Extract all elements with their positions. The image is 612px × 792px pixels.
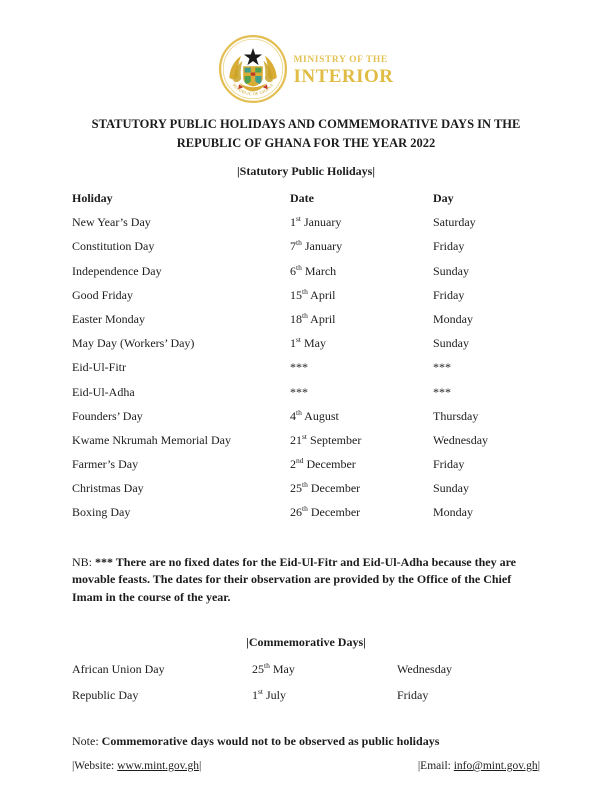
ordinal-suffix: nd xyxy=(296,456,304,466)
holiday-name: May Day (Workers’ Day) xyxy=(72,336,195,351)
holiday-weekday: Friday xyxy=(433,287,465,302)
email-suffix: | xyxy=(537,760,540,773)
ordinal-suffix: th xyxy=(296,238,302,248)
ministry-name xyxy=(293,56,393,86)
holiday-date: 18th April xyxy=(290,310,336,326)
holiday-weekday: Saturday xyxy=(433,215,476,230)
holiday-name: Easter Monday xyxy=(72,311,145,326)
holiday-weekday: *** xyxy=(433,360,451,375)
ghana-coat-of-arms-icon xyxy=(218,34,288,104)
holiday-weekday: Monday xyxy=(433,505,473,520)
ordinal-suffix: th xyxy=(302,480,308,490)
statutory-row xyxy=(72,428,540,452)
holiday-name: Eid-Ul-Fitr xyxy=(72,360,126,375)
statutory-table-header xyxy=(72,186,540,210)
statutory-row xyxy=(72,476,540,500)
holiday-date: 6th March xyxy=(290,262,337,278)
holiday-weekday: Sunday xyxy=(433,263,469,278)
commemorative-row xyxy=(72,657,540,683)
ordinal-suffix: st xyxy=(296,335,302,345)
holiday-date: 1st May xyxy=(290,335,327,351)
statutory-row xyxy=(72,404,540,428)
holiday-name: Boxing Day xyxy=(72,505,131,520)
holiday-name: African Union Day xyxy=(72,662,165,677)
statutory-row xyxy=(72,307,540,331)
commemorative-table-rows xyxy=(72,657,540,708)
page-title-line2: REPUBLIC OF GHANA FOR THE YEAR 2022 xyxy=(176,135,436,150)
statutory-row xyxy=(72,283,540,307)
website-prefix: |Website: xyxy=(72,760,118,773)
statutory-row xyxy=(72,380,540,404)
holiday-date: *** xyxy=(290,360,308,375)
ordinal-suffix: st xyxy=(258,686,264,696)
holiday-weekday: *** xyxy=(433,384,451,399)
emblem-ring-text: REPUBLIC OF GHANA xyxy=(232,82,275,97)
statutory-row xyxy=(72,259,540,283)
holiday-name: Republic Day xyxy=(72,687,139,702)
holiday-date: 21st September xyxy=(290,431,362,447)
holiday-date: 26th December xyxy=(290,504,361,520)
statutory-row xyxy=(72,452,540,476)
statutory-table xyxy=(72,186,540,525)
holiday-name: New Year’s Day xyxy=(72,215,151,230)
ordinal-suffix: th xyxy=(302,504,308,514)
holiday-date: 4th August xyxy=(290,407,339,423)
statutory-section-title: |Statutory Public Holidays| xyxy=(237,164,375,178)
holiday-name: Independence Day xyxy=(72,263,162,278)
holiday-weekday: Friday xyxy=(433,239,465,254)
email-prefix: |Email: xyxy=(417,760,454,773)
page-title-line1: STATUTORY PUBLIC HOLIDAYS AND COMMEMORATIVE DAYS IN THE xyxy=(91,117,521,131)
holiday-date: 7th January xyxy=(290,238,343,254)
holiday-date: 15th April xyxy=(290,286,336,302)
statutory-row xyxy=(72,355,540,379)
note-bold-text: Commemorative days would not to be observed as public holidays xyxy=(101,734,440,749)
holiday-weekday: Wednesday xyxy=(433,432,489,447)
statutory-row xyxy=(72,500,540,524)
holiday-weekday: Friday xyxy=(433,457,465,472)
column-header-holiday: Holiday xyxy=(72,191,113,205)
statutory-row xyxy=(72,331,540,355)
website-suffix: | xyxy=(199,760,202,773)
holiday-name: Christmas Day xyxy=(72,481,144,496)
holiday-weekday: Wednesday xyxy=(397,662,453,677)
commemorative-row xyxy=(72,683,540,709)
ordinal-suffix: st xyxy=(302,431,308,441)
holiday-name: Farmer’s Day xyxy=(72,457,139,472)
statutory-row xyxy=(72,234,540,258)
ordinal-suffix: th xyxy=(264,661,270,671)
holiday-weekday: Friday xyxy=(397,687,429,702)
holiday-weekday: Thursday xyxy=(433,408,479,423)
holiday-weekday: Monday xyxy=(433,311,473,326)
ministry-name-line1: MINISTRY OF THE xyxy=(293,55,388,65)
nb-note xyxy=(72,554,540,607)
ordinal-suffix: st xyxy=(296,214,302,224)
nb-prefix: NB: xyxy=(72,554,96,569)
ministry-logo xyxy=(0,0,612,106)
ordinal-suffix: th xyxy=(302,310,308,320)
holiday-date: 25th May xyxy=(252,661,295,677)
ministry-name-line2: INTERIOR xyxy=(293,65,394,87)
footer-email xyxy=(418,760,540,772)
website-link[interactable]: www.mint.gov.gh xyxy=(117,760,200,773)
holiday-date: 2nd December xyxy=(290,456,356,472)
ordinal-suffix: th xyxy=(296,407,302,417)
shield-icon xyxy=(244,66,264,86)
holiday-name: Kwame Nkrumah Memorial Day xyxy=(72,432,231,447)
holiday-date: *** xyxy=(290,384,308,399)
ordinal-suffix: th xyxy=(296,262,302,272)
column-header-date: Date xyxy=(290,191,314,205)
holiday-name: Founders’ Day xyxy=(72,408,143,423)
commemorative-table xyxy=(72,657,540,708)
holiday-weekday: Sunday xyxy=(433,481,469,496)
holiday-name: Constitution Day xyxy=(72,239,155,254)
holiday-date: 25th December xyxy=(290,480,361,496)
statutory-table-rows xyxy=(72,210,540,524)
nb-bold-text: *** There are no fixed dates for the Eid-Ul-Fitr and Eid-Ul-Adha because they are movable feasts. The dates for their observation are provided by the Office of the Chief Imam in the course of the year. xyxy=(72,554,517,604)
holiday-name: Eid-Ul-Adha xyxy=(72,384,135,399)
note-prefix: Note: xyxy=(72,734,102,749)
footer-website xyxy=(72,760,201,772)
commemorative-section-title: |Commemorative Days| xyxy=(246,635,366,650)
email-link[interactable]: info@mint.gov.gh xyxy=(453,760,538,773)
holiday-name: Good Friday xyxy=(72,287,133,302)
holiday-weekday: Sunday xyxy=(433,336,469,351)
ordinal-suffix: th xyxy=(302,286,308,296)
page-title xyxy=(0,115,612,152)
holiday-date: 1st July xyxy=(252,686,287,702)
statutory-row xyxy=(72,210,540,234)
column-header-day: Day xyxy=(433,191,454,205)
footer xyxy=(72,760,540,772)
holiday-date: 1st January xyxy=(290,214,342,230)
note-line xyxy=(72,734,540,749)
